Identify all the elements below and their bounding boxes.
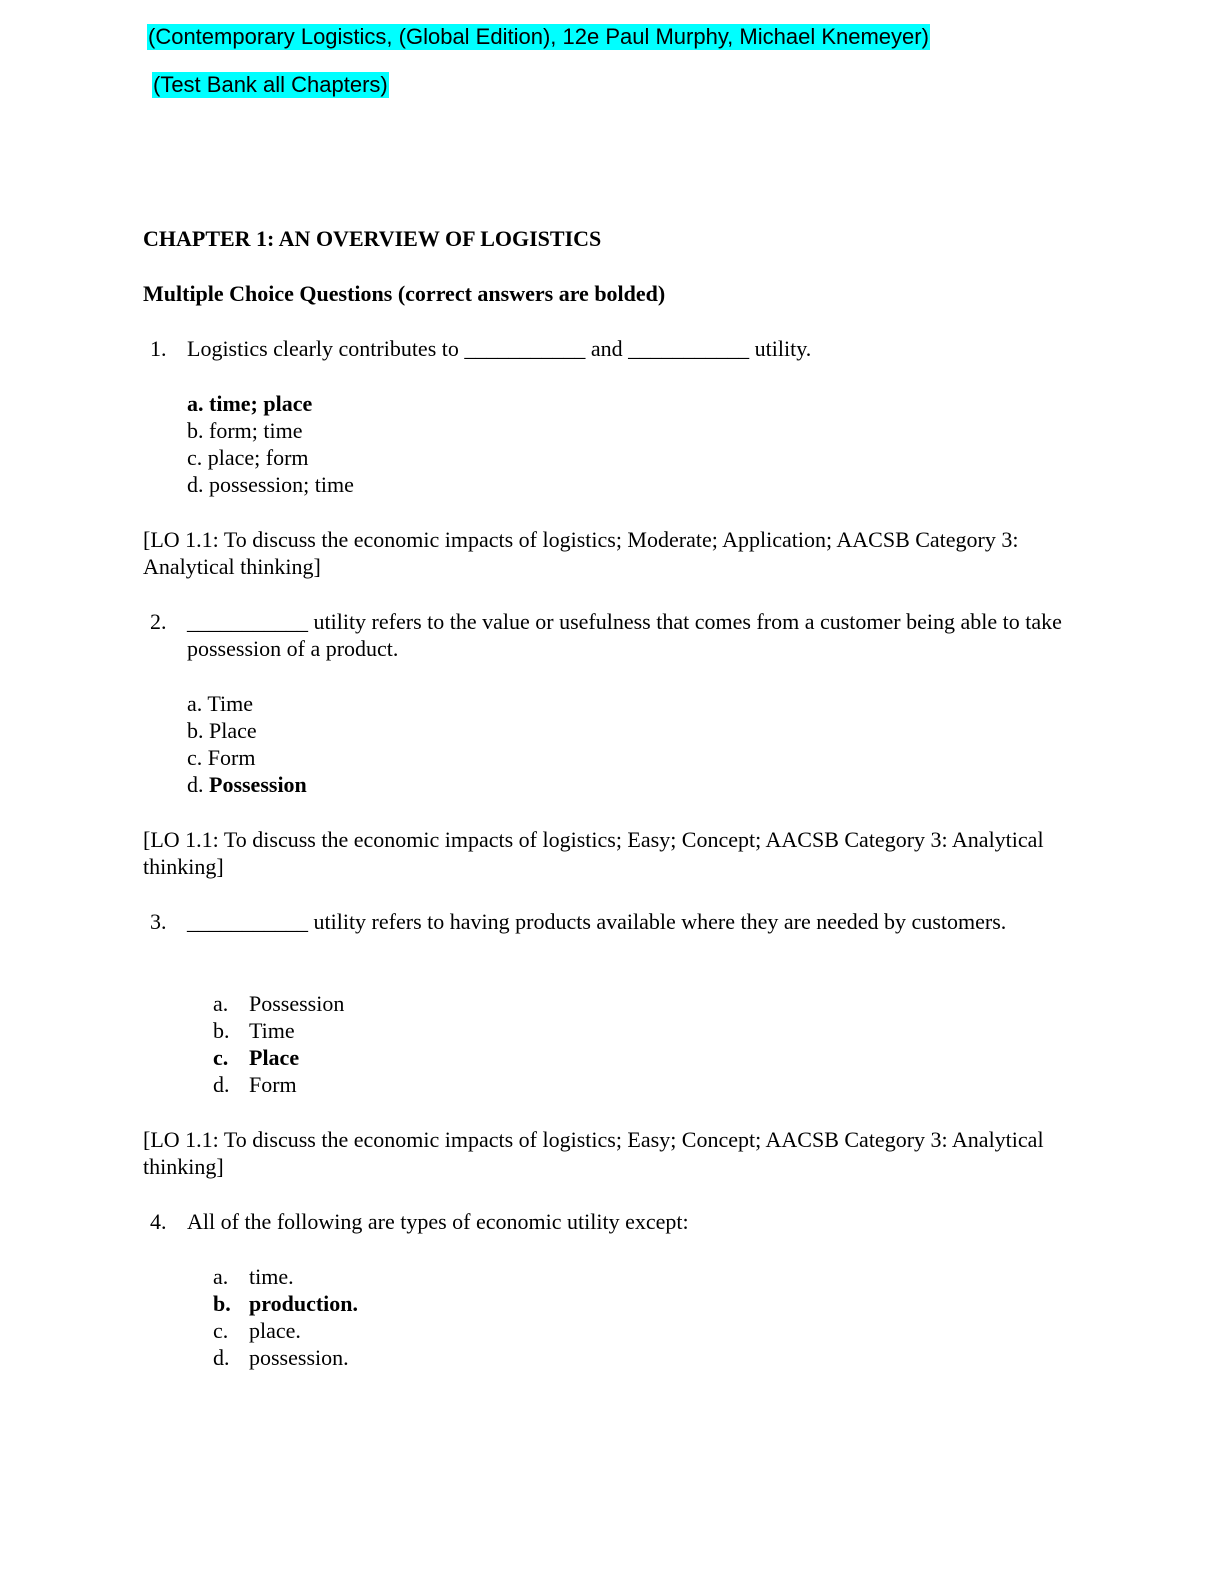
header-title-highlight: (Contemporary Logistics, (Global Edition), 12e Paul Murphy, Michael Knemeyer) xyxy=(148,24,929,49)
option-text: Time xyxy=(207,691,254,716)
answer-option: d. possession; time xyxy=(187,472,354,497)
answer-option: c. place; form xyxy=(187,445,309,470)
option-label: d. xyxy=(213,1345,230,1370)
option-text: Form xyxy=(249,1072,297,1097)
option-label: d. xyxy=(213,1072,230,1097)
answer-option xyxy=(187,690,253,717)
option-label: c. xyxy=(213,1318,229,1343)
question-text: ___________ utility refers to having products available where they are needed by customers. xyxy=(187,909,1007,934)
option-text: Possession xyxy=(249,991,345,1016)
header-subtitle-highlight: (Test Bank all Chapters) xyxy=(153,72,388,97)
option-text: place. xyxy=(249,1318,301,1343)
answer-option xyxy=(187,744,255,771)
question-text: ___________ utility refers to the value or usefulness that comes from a customer being able to take possession of a product. xyxy=(187,609,1062,661)
option-text-correct: production. xyxy=(249,1291,359,1316)
section-title: Multiple Choice Questions (correct answers are bolded) xyxy=(143,281,666,306)
learning-objective-note: [LO 1.1: To discuss the economic impacts of logistics; Easy; Concept; AACSB Category 3: Analytical thinking] xyxy=(143,827,1044,879)
option-label-correct: c. xyxy=(213,1045,229,1070)
answer-option xyxy=(187,717,257,744)
learning-objective-note: [LO 1.1: To discuss the economic impacts of logistics; Easy; Concept; AACSB Category 3: Analytical thinking] xyxy=(143,1127,1044,1179)
option-label: a. xyxy=(187,691,203,716)
question-number: 1. xyxy=(150,336,167,361)
answer-option: b. form; time xyxy=(187,418,303,443)
option-label: a. xyxy=(213,1264,229,1289)
option-text: Time xyxy=(249,1018,295,1043)
option-text: possession. xyxy=(249,1345,349,1370)
option-label: c. xyxy=(187,745,203,770)
learning-objective-note: [LO 1.1: To discuss the economic impacts of logistics; Moderate; Application; AACSB Category 3: Analytical thinking] xyxy=(143,527,1019,579)
question-number: 4. xyxy=(150,1209,167,1234)
option-text: Place xyxy=(209,718,257,743)
answer-option-correct xyxy=(187,771,307,798)
answer-option-correct: a. time; place xyxy=(187,391,313,416)
question-number: 2. xyxy=(150,609,167,634)
option-label: b. xyxy=(213,1018,230,1043)
option-text: Form xyxy=(207,745,256,770)
question-text: Logistics clearly contributes to ___________ and ___________ utility. xyxy=(187,336,812,361)
chapter-title: CHAPTER 1: AN OVERVIEW OF LOGISTICS xyxy=(143,226,602,251)
option-text-correct: Place xyxy=(249,1045,300,1070)
option-label: a. xyxy=(213,991,229,1016)
option-text: Possession xyxy=(209,772,307,797)
question-text: All of the following are types of economic utility except: xyxy=(187,1209,689,1234)
option-label: d. xyxy=(187,772,204,797)
option-label-correct: b. xyxy=(213,1291,231,1316)
option-label: b. xyxy=(187,718,204,743)
option-text: time. xyxy=(249,1264,294,1289)
question-number: 3. xyxy=(150,909,167,934)
